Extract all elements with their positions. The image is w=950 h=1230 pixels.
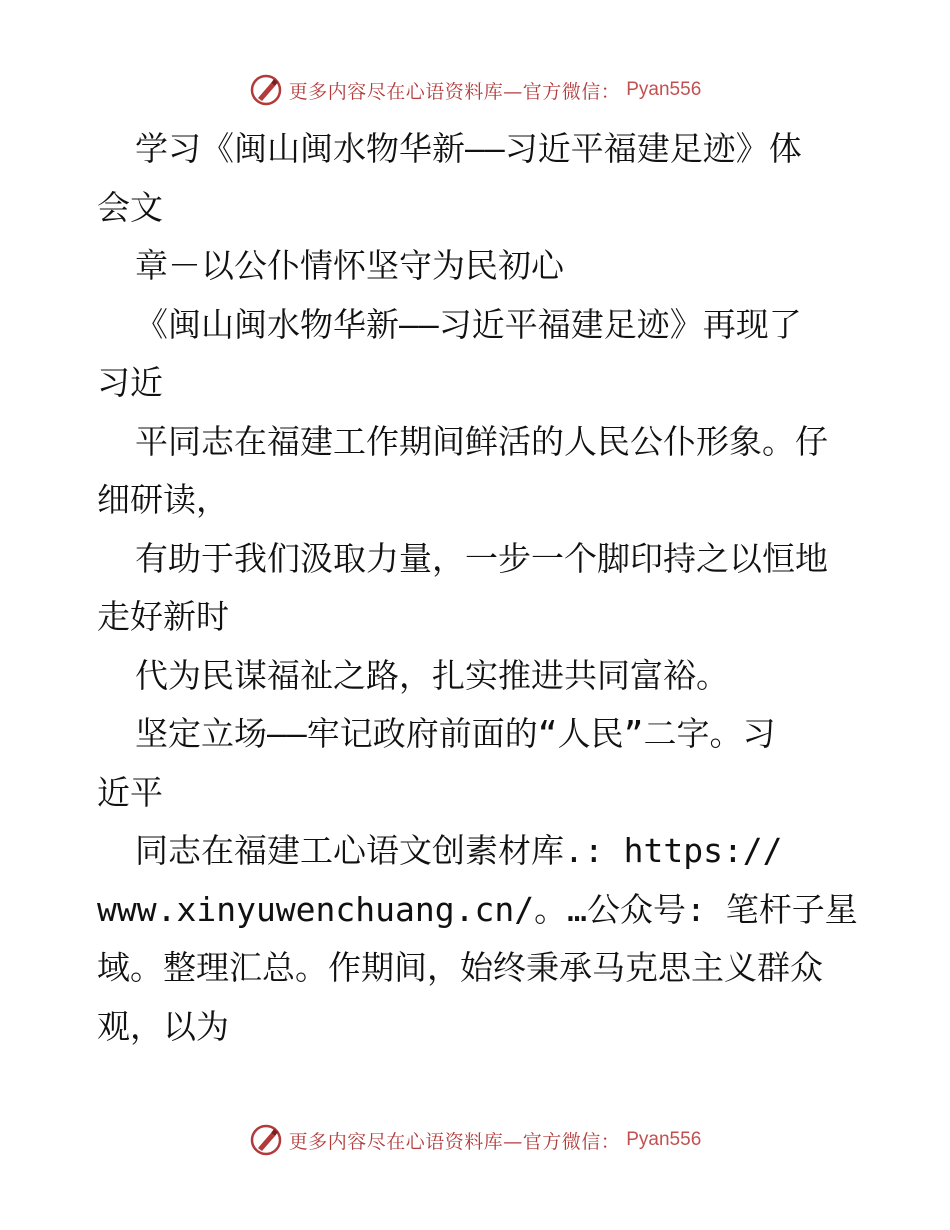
document-body <box>97 120 857 1056</box>
text-line: 坚定立场——牢记政府前面的“人民”二字。习 <box>135 714 776 753</box>
text-line: 代为民谋福祉之路，扎实推进共同富裕。 <box>135 655 729 695</box>
text-line: 习近 <box>97 363 163 402</box>
text-line: 会文 <box>97 187 163 227</box>
text-line: 《闽山闽水物华新——习近平福建足迹》再现了 <box>135 304 802 344</box>
text-line: 学习《闽山闽水物华新——习近平福建足迹》体 <box>135 129 802 168</box>
footer-banner-text: 更多内容尽在心语资料库—官方微信： <box>288 1130 621 1153</box>
text-line: 观，以为 <box>97 1006 229 1046</box>
text-line: 细研读， <box>97 480 229 519</box>
text-line: 同志在福建工心语文创素材库.: https:// <box>135 831 783 870</box>
footer-banner-id: Pyan556 <box>626 1129 702 1150</box>
text-line: 有助于我们汲取力量，一步一个脚印持之以恒地 <box>135 538 828 578</box>
text-line: 走好新时 <box>97 597 229 636</box>
text-line: 近平 <box>97 772 163 812</box>
header-banner <box>0 70 950 110</box>
pen-logo-icon <box>249 1123 283 1157</box>
header-banner-text: 更多内容尽在心语资料库—官方微信： <box>288 80 621 103</box>
text-line: 章－以公仆情怀坚守为民初心 <box>135 246 564 285</box>
text-line: 域。整理汇总。作期间，始终秉承马克思主义群众 <box>97 948 823 987</box>
text-line: www.xinyuwenchuang.cn/。…公众号: 笔杆子星 <box>97 889 858 929</box>
header-banner-id: Pyan556 <box>626 79 702 100</box>
footer-banner <box>0 1120 950 1160</box>
text-line: 平同志在福建工作期间鲜活的人民公仆形象。仔 <box>135 421 828 461</box>
pen-logo-icon <box>249 73 283 107</box>
